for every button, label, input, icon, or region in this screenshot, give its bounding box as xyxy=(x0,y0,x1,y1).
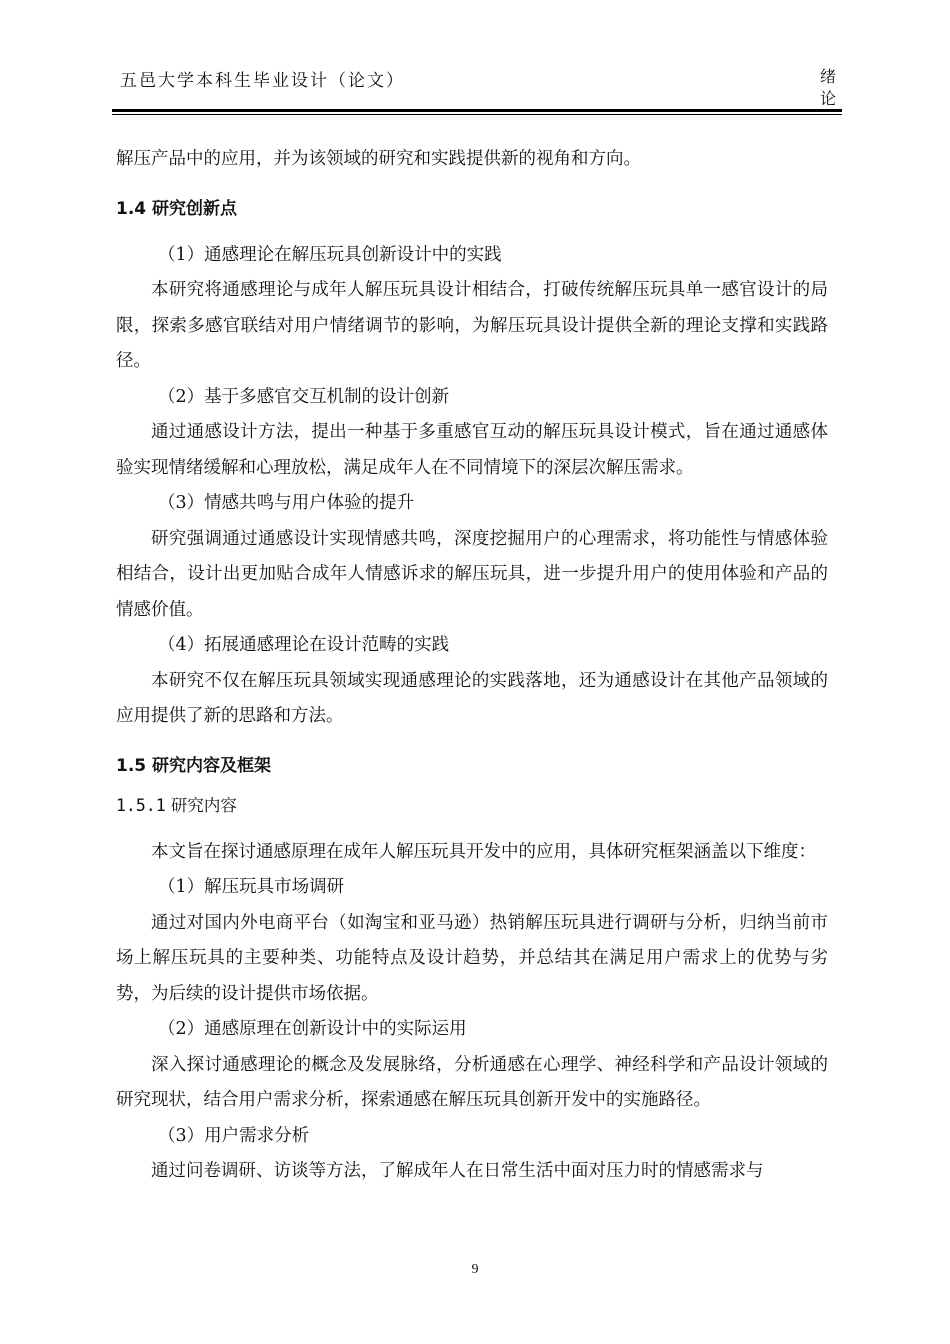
innovation-item-1-body: 本研究将通感理论与成年人解压玩具设计相结合，打破传统解压玩具单一感官设计的局限，探索多感官联结对用户情绪调节的影响，为解压玩具设计提供全新的理论支撑和实践路径。 xyxy=(116,280,828,371)
innovation-item-1-title: （1）通感理论在解压玩具创新设计中的实践 xyxy=(158,244,502,265)
content-item-3-title: （3）用户需求分析 xyxy=(158,1125,310,1146)
innovation-item-4-title: （4）拓展通感理论在设计范畴的实践 xyxy=(158,635,450,655)
section-heading-1-5: 1.5 研究内容及框架 xyxy=(116,755,272,776)
header-chapter: 绪论 xyxy=(819,67,836,108)
content-item-1-body: 通过对国内外电商平台（如淘宝和亚马逊）热销解压玩具进行调研与分析，归纳当前市场上解压玩具的主要种类、功能特点及设计趋势，并总结其在满足用户需求上的优势与劣势，为后续的设计提供市场依据。 xyxy=(116,912,828,1004)
subsection-heading-1-5-1 xyxy=(116,795,828,817)
research-intro-paragraph: 本文旨在探讨通感原理在成年人解压玩具开发中的应用，具体研究框架涵盖以下维度： xyxy=(151,841,816,862)
content-item-2-title: （2）通感原理在创新设计中的实际运用 xyxy=(158,1019,467,1039)
innovation-item-2-title: （2）基于多感官交互机制的设计创新 xyxy=(158,386,450,407)
header-rule-thick xyxy=(112,109,842,112)
content-item-3-body: 通过问卷调研、访谈等方法，了解成年人在日常生活中面对压力时的情感需求与 xyxy=(151,1161,764,1181)
innovation-item-2-body: 通过通感设计方法，提出一种基于多重感官互动的解压玩具设计模式，旨在通过通感体验实现情绪缓解和心理放松，满足成年人在不同情境下的深层次解压需求。 xyxy=(116,422,828,478)
innovation-item-3-body: 研究强调通过通感设计实现情感共鸣，深度挖掘用户的心理需求，将功能性与情感体验相结合，设计出更加贴合成年人情感诉求的解压玩具，进一步提升用户的使用体验和产品的情感价值。 xyxy=(116,528,828,620)
subsection-number: 1.5.1 xyxy=(116,795,166,815)
innovation-item-4-body: 本研究不仅在解压玩具领域实现通感理论的实践落地，还为通感设计在其他产品领域的应用提供了新的思路和方法。 xyxy=(116,670,828,726)
header-title: 五邑大学本科生毕业设计（论文） xyxy=(120,71,405,91)
body-content xyxy=(116,142,828,1190)
subsection-title: 研究内容 xyxy=(170,795,237,815)
header-rule-thin xyxy=(112,114,842,115)
content-item-2-body: 深入探讨通感理论的概念及发展脉络，分析通感在心理学、神经科学和产品设计领域的研究现状，结合用户需求分析，探索通感在解压玩具创新开发中的实施路径。 xyxy=(116,1054,828,1110)
content-item-1-title: （1）解压玩具市场调研 xyxy=(158,877,345,897)
section-heading-1-4: 1.4 研究创新点 xyxy=(116,198,238,219)
page-header xyxy=(0,0,950,120)
continuation-paragraph: 解压产品中的应用，并为该领域的研究和实践提供新的视角和方向。 xyxy=(116,149,641,169)
page-number: 9 xyxy=(471,1262,479,1277)
innovation-item-3-title: （3）情感共鸣与用户体验的提升 xyxy=(158,493,415,513)
